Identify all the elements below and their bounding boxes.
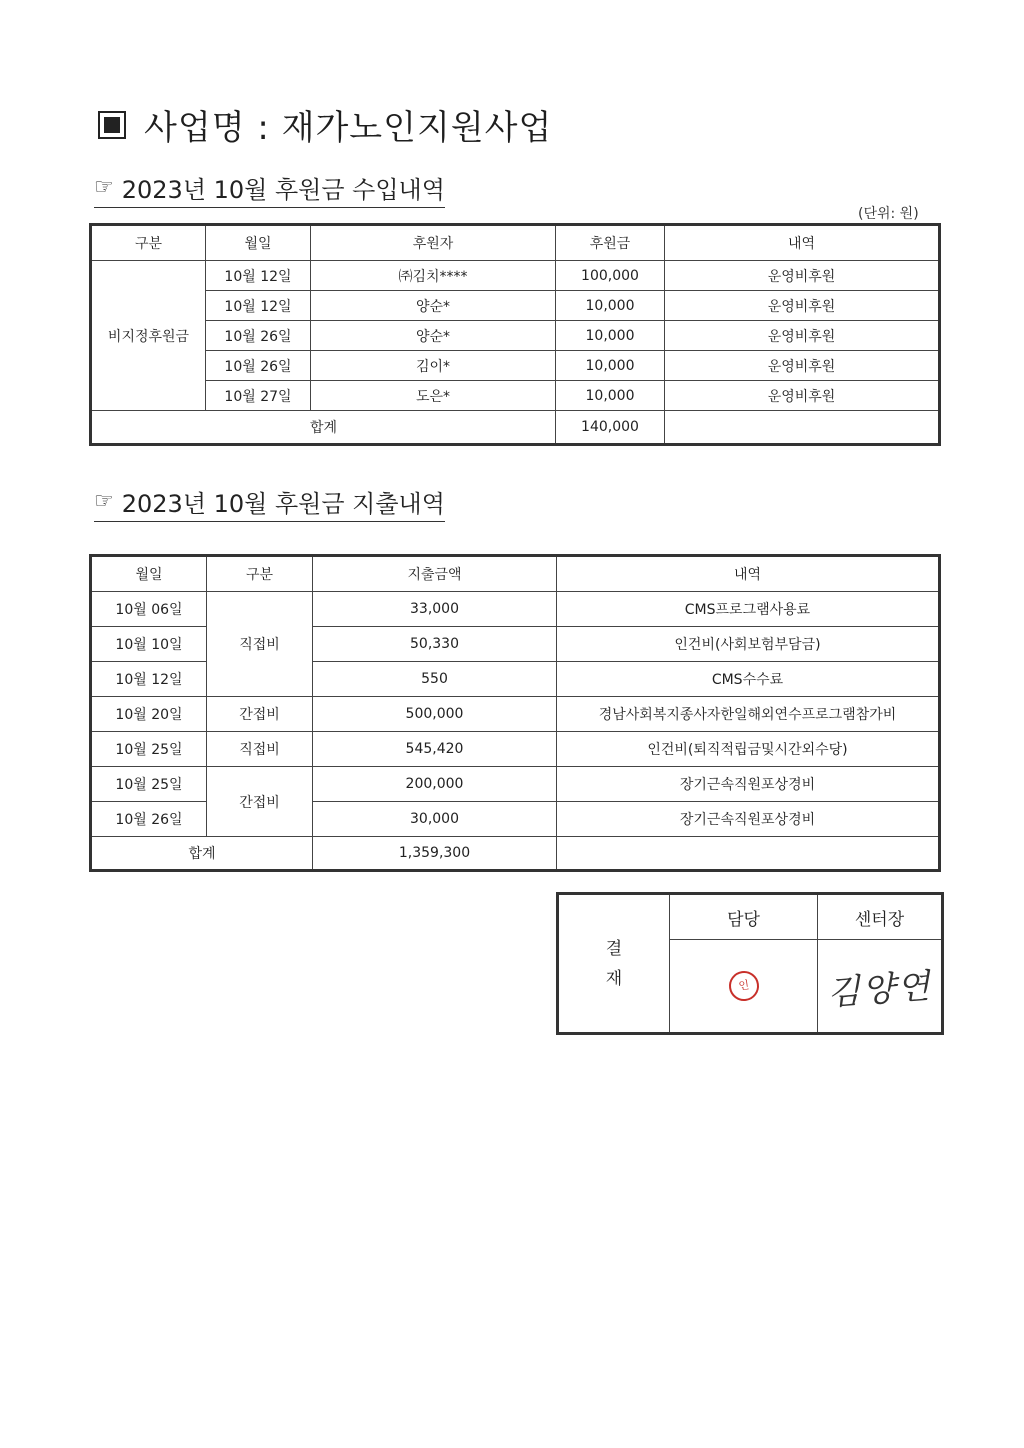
director-signature-cell — [818, 940, 943, 1034]
desc-cell: 인건비(퇴직적립금및시간외수당) — [557, 732, 940, 767]
table-header-row — [91, 225, 940, 261]
total-desc — [557, 837, 940, 871]
table-row — [91, 291, 940, 321]
amount-cell: 550 — [313, 662, 557, 697]
date-cell: 10월 10일 — [91, 627, 207, 662]
page-title — [98, 100, 552, 149]
total-row — [91, 411, 940, 445]
desc-cell: CMS수수료 — [557, 662, 940, 697]
date-cell: 10월 12일 — [91, 662, 207, 697]
amount-cell: 10,000 — [556, 291, 665, 321]
date-cell: 10월 26일 — [206, 321, 311, 351]
desc-cell: 운영비후원 — [665, 351, 940, 381]
header-cell: 구분 — [91, 225, 206, 261]
desc-cell: 운영비후원 — [665, 291, 940, 321]
header-cell: 후원자 — [311, 225, 556, 261]
expense-table — [89, 554, 941, 872]
expense-heading — [94, 484, 445, 522]
desc-cell: CMS프로그램사용료 — [557, 592, 940, 627]
seal-stamp-icon: 인 — [727, 969, 761, 1003]
category-cell: 비지정후원금 — [91, 261, 206, 411]
desc-cell: 운영비후원 — [665, 381, 940, 411]
total-label: 합계 — [91, 411, 556, 445]
amount-cell: 500,000 — [313, 697, 557, 732]
total-desc — [665, 411, 940, 445]
desc-cell: 운영비후원 — [665, 261, 940, 291]
table-row — [91, 261, 940, 291]
table-row — [91, 732, 940, 767]
total-row — [91, 837, 940, 871]
amount-cell: 33,000 — [313, 592, 557, 627]
header-cell: 내역 — [557, 556, 940, 592]
date-cell: 10월 12일 — [206, 261, 311, 291]
date-cell: 10월 25일 — [91, 732, 207, 767]
amount-cell: 10,000 — [556, 321, 665, 351]
table-header-row — [91, 556, 940, 592]
category-cell: 간접비 — [207, 697, 313, 732]
table-row — [91, 697, 940, 732]
table-row — [91, 381, 940, 411]
amount-cell: 50,330 — [313, 627, 557, 662]
header-cell: 월일 — [206, 225, 311, 261]
income-heading — [94, 170, 445, 208]
header-cell: 지출금액 — [313, 556, 557, 592]
category-cell: 직접비 — [207, 592, 313, 697]
donor-cell: 도은* — [311, 381, 556, 411]
category-cell: 직접비 — [207, 732, 313, 767]
unit-label: (단위: 원) — [858, 206, 919, 222]
amount-cell: 10,000 — [556, 381, 665, 411]
desc-cell: 장기근속직원포상경비 — [557, 767, 940, 802]
director-header: 센터장 — [818, 894, 943, 940]
page-title-text: 사업명 : 재가노인지원사업 — [144, 108, 553, 148]
header-cell: 구분 — [207, 556, 313, 592]
amount-cell: 30,000 — [313, 802, 557, 837]
header-cell: 월일 — [91, 556, 207, 592]
desc-cell: 인건비(사회보험부담금) — [557, 627, 940, 662]
date-cell: 10월 20일 — [91, 697, 207, 732]
donor-cell: 양순* — [311, 291, 556, 321]
donor-cell: ㈜김치**** — [311, 261, 556, 291]
expense-heading-text: 2023년 10월 후원금 지출내역 — [121, 490, 445, 518]
date-cell: 10월 26일 — [91, 802, 207, 837]
date-cell: 10월 27일 — [206, 381, 311, 411]
amount-cell: 545,420 — [313, 732, 557, 767]
desc-cell: 장기근속직원포상경비 — [557, 802, 940, 837]
filled-square-icon — [98, 111, 126, 139]
amount-cell: 200,000 — [313, 767, 557, 802]
desc-cell: 운영비후원 — [665, 321, 940, 351]
total-label: 합계 — [91, 837, 313, 871]
table-row — [91, 321, 940, 351]
approval-label-1: 결 — [605, 938, 623, 959]
donor-cell: 양순* — [311, 321, 556, 351]
approval-label — [558, 894, 670, 1034]
total-amount: 140,000 — [556, 411, 665, 445]
date-cell: 10월 25일 — [91, 767, 207, 802]
manager-header: 담당 — [670, 894, 818, 940]
pointing-hand-icon: ☞ — [94, 175, 114, 200]
category-cell: 간접비 — [207, 767, 313, 837]
income-heading-text: 2023년 10월 후원금 수입내역 — [121, 176, 445, 204]
approval-label-2: 재 — [605, 968, 623, 989]
income-table — [89, 223, 941, 446]
pointing-hand-icon: ☞ — [94, 489, 114, 514]
date-cell: 10월 06일 — [91, 592, 207, 627]
table-row — [91, 351, 940, 381]
approval-table — [556, 892, 944, 1035]
table-row — [91, 767, 940, 802]
date-cell: 10월 12일 — [206, 291, 311, 321]
header-cell: 후원금 — [556, 225, 665, 261]
date-cell: 10월 26일 — [206, 351, 311, 381]
manager-seal-cell — [670, 940, 818, 1034]
donor-cell: 김이* — [311, 351, 556, 381]
desc-cell: 경남사회복지종사자한일해외연수프로그램참가비 — [557, 697, 940, 732]
total-amount: 1,359,300 — [313, 837, 557, 871]
amount-cell: 10,000 — [556, 351, 665, 381]
header-cell: 내역 — [665, 225, 940, 261]
table-row — [91, 592, 940, 627]
amount-cell: 100,000 — [556, 261, 665, 291]
signature: 김양연 — [826, 965, 934, 1014]
